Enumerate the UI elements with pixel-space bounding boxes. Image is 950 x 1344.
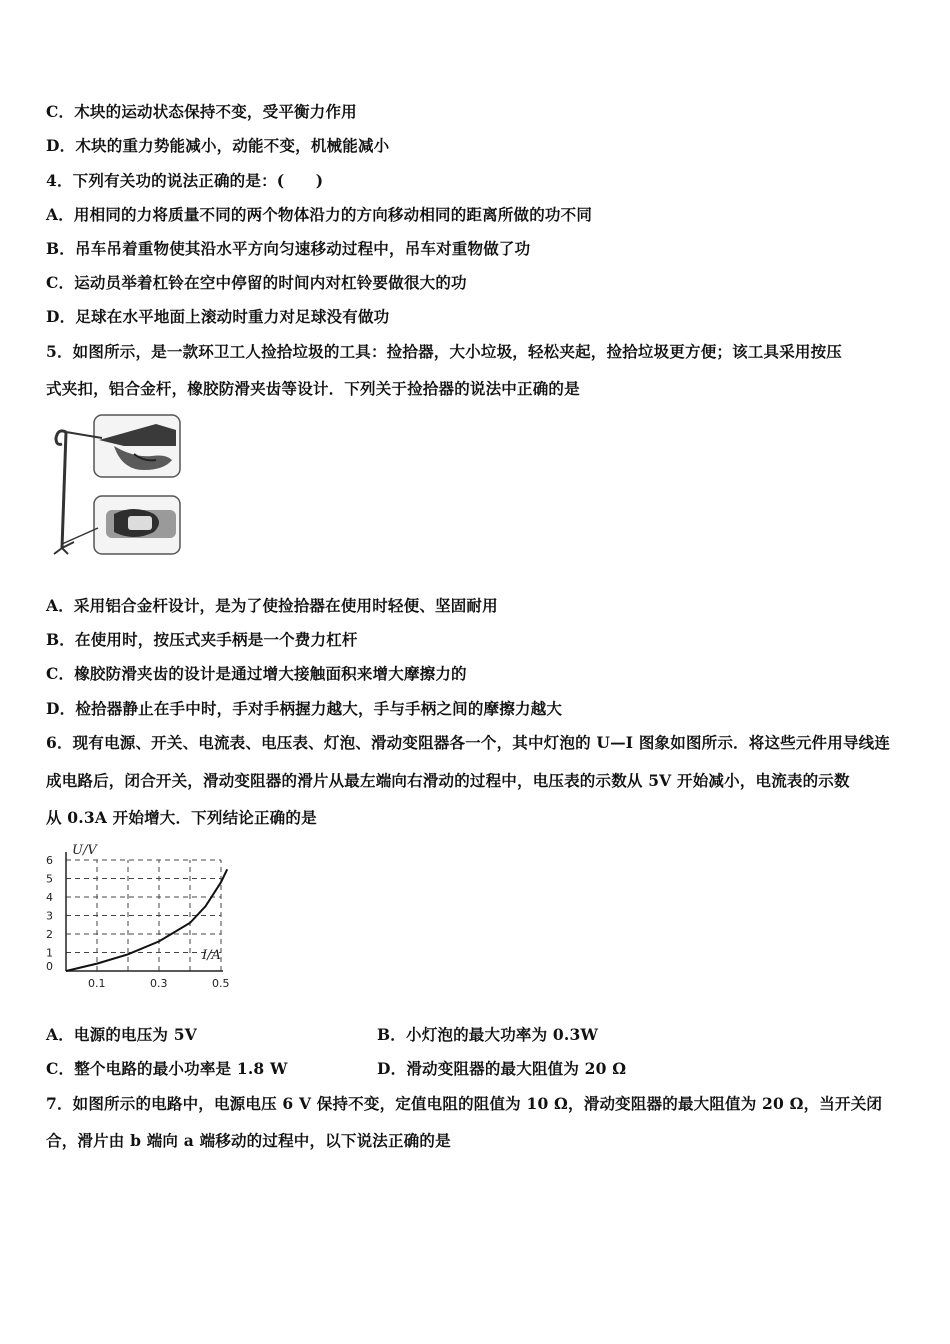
q6-stem-line2: 成电路后，闭合开关，滑动变阻器的滑片从最左端向右滑动的过程中，电压表的示数从 5V 开始减小，电流表的示数 [46, 771, 850, 790]
y-tick-label: 4 [46, 891, 53, 904]
q7-stem-line1: 7．如图所示的电路中，电源电压 6 V 保持不变，定值电阻的阻值为 10 Ω，滑动变阻器的最大阻值为 20 Ω，当开关闭 [46, 1094, 883, 1113]
q5-option-a: A．采用铝合金杆设计，是为了使捡拾器在使用时轻便、坚固耐用 [46, 596, 498, 615]
y-tick-label: 6 [46, 854, 53, 867]
q5-stem-line1: 5．如图所示，是一款环卫工人捡拾垃圾的工具：捡拾器，大小垃圾，轻松夹起，捡拾垃圾更方便；该工具采用按压 [46, 342, 842, 361]
x-tick-label: 0.1 [88, 977, 106, 990]
grabber-tool-figure [44, 410, 186, 558]
q6-stem-line3: 从 0.3A 开始增大．下列结论正确的是 [46, 808, 317, 827]
y-tick-label: 1 [46, 946, 53, 960]
q4-stem: 4．下列有关功的说法正确的是：( ) [46, 171, 324, 190]
q4-option-a: A．用相同的力将质量不同的两个物体沿力的方向移动相同的距离所做的功不同 [46, 205, 593, 224]
q4-option-c: C．运动员举着杠铃在空中停留的时间内对杠铃要做很大的功 [46, 273, 467, 292]
ui-graph [38, 838, 238, 993]
q6-option-c: C．整个电路的最小功率是 1.8 W [46, 1059, 288, 1078]
q6-option-b: B．小灯泡的最大功率为 0.3W [377, 1025, 599, 1044]
q6-option-a: A．电源的电压为 5V [46, 1025, 197, 1044]
x-tick-label: 0.3 [150, 977, 168, 990]
q3-option-d: D．木块的重力势能减小，动能不变，机械能减小 [46, 136, 390, 155]
y-tick-label: 0 [46, 960, 53, 973]
q7-stem-line2: 合，滑片由 b 端向 a 端移动的过程中，以下说法正确的是 [46, 1131, 451, 1150]
q4-option-d: D．足球在水平地面上滚动时重力对足球没有做功 [46, 307, 390, 326]
q3-option-c: C．木块的运动状态保持不变，受平衡力作用 [46, 102, 357, 121]
q6-stem-line1: 6．现有电源、开关、电流表、电压表、灯泡、滑动变阻器各一个，其中灯泡的 U—I 图象如图所示．将这些元件用导线连 [46, 733, 891, 752]
y-tick-label: 3 [46, 909, 53, 923]
q4-option-b: B．吊车吊着重物使其沿水平方向匀速移动过程中，吊车对重物做了功 [46, 239, 531, 258]
x-axis-label: I/A [202, 948, 221, 963]
y-axis-label: U/V [72, 843, 97, 858]
q5-option-d: D．检拾器静止在手中时，手对手柄握力越大，手与手柄之间的摩擦力越大 [46, 699, 563, 718]
q5-option-c: C．橡胶防滑夹齿的设计是通过增大接触面积来增大摩擦力的 [46, 664, 467, 683]
y-tick-label: 5 [46, 872, 53, 886]
q6-option-d: D．滑动变阻器的最大阻值为 20 Ω [377, 1059, 627, 1078]
q5-option-b: B．在使用时，按压式夹手柄是一个费力杠杆 [46, 630, 358, 649]
x-tick-label: 0.5 [212, 977, 230, 990]
q5-stem-line2: 式夹扣，铝合金杆，橡胶防滑夹齿等设计．下列关于捡拾器的说法中正确的是 [46, 379, 580, 398]
y-tick-label: 2 [46, 928, 53, 941]
